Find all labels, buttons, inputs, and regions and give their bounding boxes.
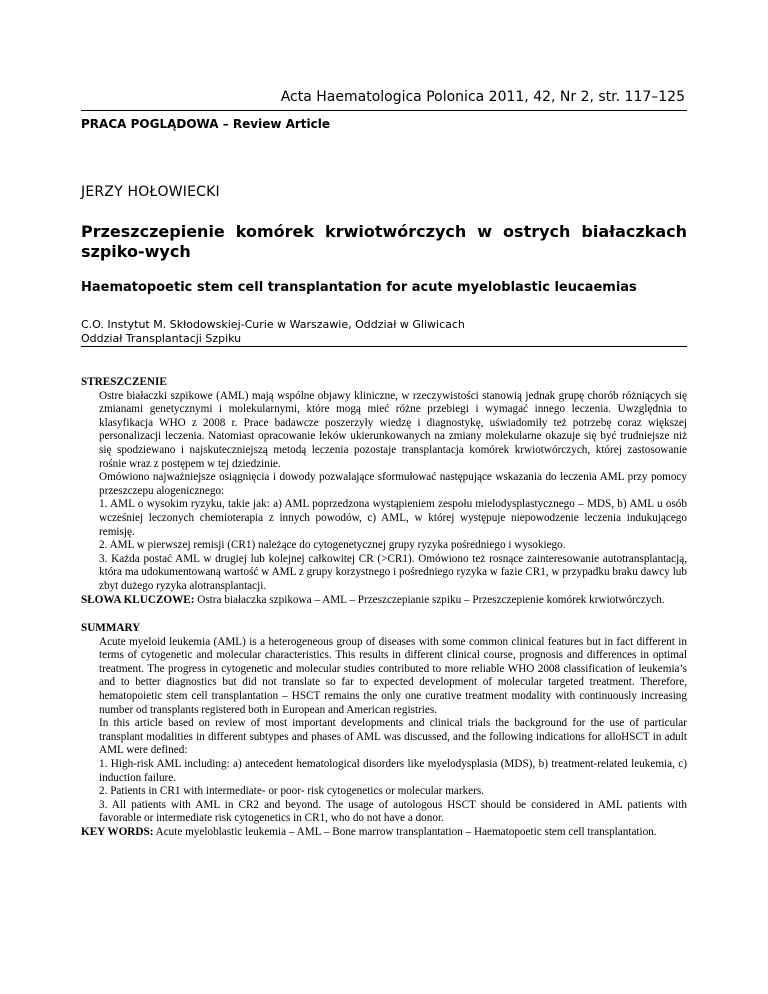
keywords-polish <box>81 594 687 608</box>
title-english: Haematopoetic stem cell transplantation for acute myeloblastic leucaemias <box>81 280 637 295</box>
summary-paragraph: 3. All patients with AML in CR2 and beyond. The usage of autologous HSCT should be considered in AML patients with favorable or intermediate risk cytogenetics in CR1, who do not have a donor. <box>99 798 687 825</box>
summary-paragraph: 1. High-risk AML including: a) antecedent hematological disorders like myelodysplasia (MDS), b) treatment-related leukemia, c) induction failure. <box>99 757 687 784</box>
affiliation <box>81 318 465 346</box>
abstract-heading: STRESZCZENIE <box>81 376 167 388</box>
journal-citation: Acta Haematologica Polonica 2011, 42, Nr 2, str. 117–125 <box>280 89 685 105</box>
keywords-text: Ostra białaczka szpikowa – AML – Przeszczepianie szpiku – Przeszczepienie komórek krwiotwórczych. <box>197 593 665 606</box>
abstract-paragraph: Omówiono najważniejsze osiągnięcia i dowody pozwalające sformułować następujące wskazania do leczenia AML przy pomocy przeszczepu alogenicznego: <box>99 471 687 497</box>
abstract-paragraph: Ostre białaczki szpikowe (AML) mają wspólne objawy kliniczne, w rzeczywistości stanowią jednak grupę chorób różniących się zmianami genetycznymi i molekularnymi, które mogą mieć różne przebiegi i wymagać innego leczenia. Uwzględnia to klasyfikacja WHO z 2008 r. Prace badawcze poszerzyły wiedzę i diagnostykę, uświadomiły też potrzebę coraz większej personalizacji leczenia. Natomiast opracowanie leków ukierunkowanych na zmiany molekularne okazuje się być trudniejsze niż się spodziewano i najskuteczniejszą metodą leczenia pozostaje transplantacja komórek krwiotwórczych, której zastosowanie rośnie wraz z postępem w tej dziedzinie. <box>99 389 687 470</box>
summary-paragraph: In this article based on review of most important developments and clinical trials the background for the use of particular transplant modalities in different subtypes and phases of AML was discussed, and the following indications for alloHSCT in adult AML were defined: <box>99 717 687 757</box>
abstract-polish <box>81 376 687 607</box>
summary-heading: SUMMARY <box>81 622 141 634</box>
title-polish: Przeszczepienie komórek krwiotwórczych w ostrych białaczkach szpiko-wych <box>81 222 687 261</box>
author-name: JERZY HOŁOWIECKI <box>81 184 220 200</box>
abstract-body <box>81 390 687 594</box>
summary-body <box>81 636 687 826</box>
header-rule <box>81 110 687 111</box>
summary-paragraph: Acute myeloid leukemia (AML) is a heterogeneous group of diseases with some common clinical features but in fact different in terms of cytogenetic and molecular characteristics. This results in different clinical course, prognosis and differences in optimal treatment. The progress in cytogenetic and molecular studies contributed to more reliable WHO 2008 classification of leukemia’s and to better diagnostics but did not translate so far to expected development of molecular targeted treatment. Therefore, hematopoietic stem cell transplantation – HSCT remains the only one curative treatment modality with continuously increasing number od transplants registered both in European and American registries. <box>99 635 687 716</box>
keywords-label: KEY WORDS: <box>81 825 154 838</box>
abstract-paragraph: 3. Każda postać AML w drugiej lub kolejnej całkowitej CR (>CR1). Omówiono też rosnące zainteresowanie autotransplantacją, która ma udokumentowaną wartość w AML z grupy korzystnego i pośredniego ryzyka w fazie CR1, w przypadku braku dawcy lub zbyt dużego ryzyka alotransplantacji. <box>99 552 687 592</box>
abstract-english <box>81 622 687 840</box>
keywords-english <box>81 826 687 840</box>
summary-paragraph: 2. Patients in CR1 with intermediate- or poor- risk cytogenetics or molecular markers. <box>99 785 485 798</box>
affiliation-line: Oddział Transplantacji Szpiku <box>81 332 242 345</box>
article-type: PRACA POGLĄDOWA – Review Article <box>81 117 331 131</box>
abstract-paragraph: 2. AML w pierwszej remisji (CR1) należące do cytogenetycznej grupy ryzyka pośredniego i wysokiego. <box>99 539 566 552</box>
keywords-label: SŁOWA KLUCZOWE: <box>81 593 195 606</box>
affiliation-rule <box>81 346 687 347</box>
affiliation-line: C.O. Instytut M. Skłodowskiej-Curie w Warszawie, Oddział w Gliwicach <box>81 318 465 331</box>
keywords-text: Acute myeloblastic leukemia – AML – Bone marrow transplantation – Haematopoetic stem cell transplantation. <box>155 825 657 838</box>
abstract-paragraph: 1. AML o wysokim ryzyku, takie jak: a) AML poprzedzona wystąpieniem zespołu mielodysplastycznego – MDS, b) AML u osób wcześniej leczonych chemioterapia z innych powodów, c) AML, w której występuje niepowodzenie leczenia indukującego remisję. <box>99 498 687 538</box>
